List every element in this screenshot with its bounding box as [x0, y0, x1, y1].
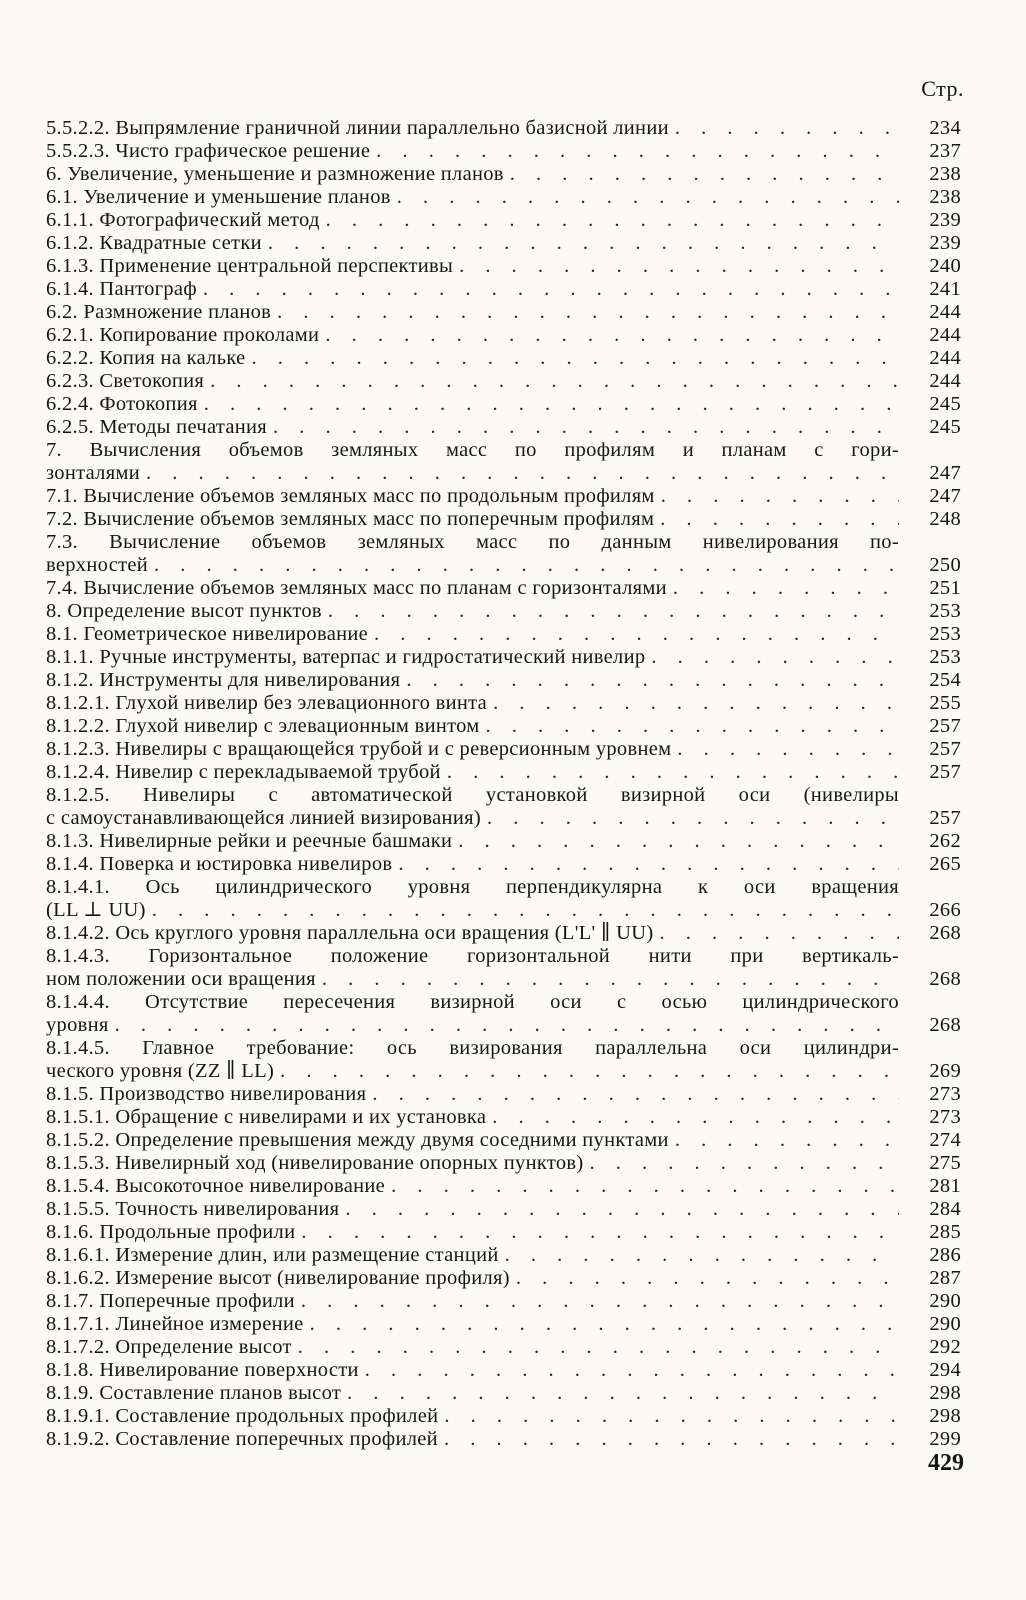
- toc-entry-title-line: 7.1. Вычисление объемов земляных масс по продольным профилям: [46, 485, 655, 507]
- dot-leader: [268, 232, 899, 255]
- dot-leader: [406, 669, 899, 692]
- table-of-contents: [46, 117, 961, 1451]
- toc-entry-page: 240: [929, 255, 961, 277]
- toc-entry-title: [46, 876, 899, 922]
- dot-leader: [372, 1083, 899, 1106]
- toc-entry-title: [46, 669, 899, 692]
- dot-leader: [345, 1198, 899, 1221]
- toc-entry-title-line: 7.4. Вычисление объемов земляных масс по планам с горизонталями: [46, 577, 667, 599]
- toc-entry-page: 262: [929, 830, 961, 852]
- toc-entry-page: 251: [929, 577, 961, 599]
- dot-leader: [444, 1405, 899, 1428]
- toc-entry-title-line: 8.1.4.3. Горизонтальное положение горизонтальной нити при вертикаль-: [46, 945, 899, 967]
- toc-entry-page: 255: [929, 692, 961, 714]
- toc-entry-page: 273: [929, 1083, 961, 1105]
- toc-entry: [46, 853, 961, 876]
- toc-entry-title-line: 7.2. Вычисление объемов земляных масс по поперечным профилям: [46, 508, 655, 530]
- toc-entry-page: 269: [929, 1060, 961, 1082]
- toc-entry: [46, 1290, 961, 1313]
- toc-entry: [46, 1175, 961, 1198]
- toc-entry-page: 241: [929, 278, 961, 300]
- dot-leader: [203, 278, 899, 301]
- toc-entry-title: [46, 1428, 899, 1451]
- toc-entry: [46, 738, 961, 761]
- page-column-header: Стр.: [921, 76, 964, 101]
- dot-leader: [675, 117, 899, 140]
- dot-leader: [516, 1267, 899, 1290]
- toc-entry-page: 257: [929, 807, 961, 829]
- toc-entry-title: [46, 577, 899, 600]
- dot-leader: [376, 140, 899, 163]
- toc-entry-title: [46, 646, 899, 669]
- toc-entry-page: 244: [929, 301, 961, 323]
- toc-entry: [46, 531, 961, 577]
- toc-entry-title-line: 8.1.7. Поперечные профили: [46, 1290, 295, 1312]
- toc-entry-page: 247: [929, 462, 961, 484]
- toc-entry: [46, 232, 961, 255]
- toc-entry-page: 299: [929, 1428, 961, 1450]
- toc-entry: [46, 646, 961, 669]
- toc-entry-title-line: 8.1.5.1. Обращение с нивелирами и их установка: [46, 1106, 487, 1128]
- toc-entry-title: [46, 393, 899, 416]
- dot-leader: [301, 1290, 899, 1313]
- toc-entry-title-line: 8.1.4.1. Ось цилиндрического уровня перпендикулярна к оси вращения: [46, 876, 899, 898]
- dot-leader: [458, 830, 899, 853]
- toc-entry-title-line: уровня: [46, 1014, 109, 1036]
- toc-entry-title: [46, 600, 899, 623]
- toc-entry-title-line: 6.2.2. Копия на кальке: [46, 347, 246, 369]
- dot-leader: [152, 899, 899, 922]
- toc-entry-title-line: 6. Увеличение, уменьшение и размножение планов: [46, 163, 504, 185]
- toc-entry-page: 237: [929, 140, 961, 162]
- toc-entry-page: 281: [929, 1175, 961, 1197]
- toc-entry-page: 247: [929, 485, 961, 507]
- toc-entry-title: [46, 301, 899, 324]
- toc-entry-title-line: 7. Вычисления объемов земляных масс по профилям и планам с гори-: [46, 439, 899, 461]
- toc-entry-title-line: 8.1.6. Продольные профили: [46, 1221, 296, 1243]
- toc-entry: [46, 830, 961, 853]
- toc-entry-title-line: 8.1.9.1. Составление продольных профилей: [46, 1405, 439, 1427]
- dot-leader: [673, 577, 899, 600]
- toc-entry-title: [46, 1221, 899, 1244]
- toc-entry-page: 294: [929, 1359, 961, 1381]
- toc-entry-title: [46, 1267, 899, 1290]
- toc-entry-page: 239: [929, 232, 961, 254]
- toc-entry-page: 287: [929, 1267, 961, 1289]
- toc-entry: [46, 1313, 961, 1336]
- toc-entry-title: [46, 1175, 899, 1198]
- toc-entry-title-line: 8.1.2.1. Глухой нивелир без элевационного винта: [46, 692, 488, 714]
- toc-entry-title-line: верхностей: [46, 554, 149, 576]
- toc-entry-title-line: 8.1.2.3. Нивелиры с вращающейся трубой и с реверсионным уровнем: [46, 738, 672, 760]
- toc-entry-title-line: 6.1.2. Квадратные сетки: [46, 232, 262, 254]
- toc-entry: [46, 393, 961, 416]
- toc-entry-page: 238: [929, 163, 961, 185]
- toc-entry-page: 275: [929, 1152, 961, 1174]
- toc-entry-title: [46, 922, 899, 945]
- toc-entry: [46, 784, 961, 830]
- toc-entry-page: 286: [929, 1244, 961, 1266]
- toc-entry: [46, 370, 961, 393]
- dot-leader: [277, 301, 899, 324]
- toc-entry-title: [46, 1313, 899, 1336]
- toc-entry: [46, 600, 961, 623]
- toc-entry-title: [46, 1405, 899, 1428]
- dot-leader: [325, 324, 899, 347]
- toc-entry-page: 268: [929, 968, 961, 990]
- dot-leader: [675, 1129, 899, 1152]
- toc-entry: [46, 945, 961, 991]
- dot-leader: [493, 692, 899, 715]
- toc-entry-title: [46, 416, 899, 439]
- toc-entry-title: [46, 186, 899, 209]
- dot-leader: [487, 807, 899, 830]
- toc-entry-page: 298: [929, 1382, 961, 1404]
- toc-entry-title: [46, 209, 899, 232]
- toc-entry-title-line: ном положении оси вращения: [46, 968, 316, 990]
- toc-entry-title: [46, 623, 899, 646]
- toc-entry: [46, 922, 961, 945]
- dot-leader: [447, 761, 899, 784]
- toc-entry-page: 234: [929, 117, 961, 139]
- toc-entry-title-line: 8.1.4. Поверка и юстировка нивелиров: [46, 853, 393, 875]
- dot-leader: [661, 485, 899, 508]
- toc-entry-page: 284: [929, 1198, 961, 1220]
- toc-entry-title-line: 6.1. Увеличение и уменьшение планов: [46, 186, 391, 208]
- toc-entry-page: 257: [929, 761, 961, 783]
- toc-entry-title-line: 8.1.9.2. Составление поперечных профилей: [46, 1428, 438, 1450]
- toc-entry: [46, 1221, 961, 1244]
- toc-entry: [46, 347, 961, 370]
- toc-entry-title: [46, 853, 899, 876]
- toc-entry-title: [46, 117, 899, 140]
- dot-leader: [252, 347, 900, 370]
- dot-leader: [510, 163, 899, 186]
- toc-entry-title: [46, 485, 899, 508]
- toc-entry-title-line: 8.1.5.2. Определение превышения между двумя соседними пунктами: [46, 1129, 669, 1151]
- toc-entry-title-line: 5.5.2.3. Чисто графическое решение: [46, 140, 371, 162]
- toc-entry-page: 244: [929, 324, 961, 346]
- toc-entry-title-line: зонталями: [46, 462, 140, 484]
- toc-entry-title-line: 8.1.5.5. Точность нивелирования: [46, 1198, 340, 1220]
- toc-entry-title-line: 8.1.6.2. Измерение высот (нивелирование профиля): [46, 1267, 510, 1289]
- toc-entry: [46, 439, 961, 485]
- toc-entry-title: [46, 1106, 899, 1129]
- toc-entry: [46, 255, 961, 278]
- toc-entry: [46, 623, 961, 646]
- toc-entry-title: [46, 761, 899, 784]
- toc-entry-page: 268: [929, 1014, 961, 1036]
- toc-entry-title-line: 6.1.1. Фотографический метод: [46, 209, 320, 231]
- dot-leader: [310, 1313, 899, 1336]
- dot-leader: [397, 186, 899, 209]
- toc-entry: [46, 1037, 961, 1083]
- dot-leader: [210, 370, 899, 393]
- toc-entry: [46, 163, 961, 186]
- toc-entry: [46, 1152, 961, 1175]
- dot-leader: [444, 1428, 899, 1451]
- toc-entry: [46, 1198, 961, 1221]
- toc-entry-page: 265: [929, 853, 961, 875]
- toc-entry-title: [46, 508, 899, 531]
- toc-entry: [46, 577, 961, 600]
- toc-entry-title: [46, 692, 899, 715]
- dot-leader: [398, 853, 899, 876]
- toc-entry-page: 244: [929, 347, 961, 369]
- toc-entry: [46, 1405, 961, 1428]
- toc-entry: [46, 416, 961, 439]
- dot-leader: [391, 1175, 899, 1198]
- toc-entry-title: [46, 1037, 899, 1083]
- toc-entry-title: [46, 1083, 899, 1106]
- toc-entry-title: [46, 439, 899, 485]
- dot-leader: [204, 393, 899, 416]
- toc-entry-page: 285: [929, 1221, 961, 1243]
- toc-entry-title: [46, 347, 899, 370]
- toc-entry-title-line: 8.1.5.3. Нивелирный ход (нивелирование опорных пунктов): [46, 1152, 584, 1174]
- toc-entry-page: 254: [929, 669, 961, 691]
- toc-entry-page: 290: [929, 1290, 961, 1312]
- toc-entry-title-line: 8.1.2.4. Нивелир с перекладываемой трубой: [46, 761, 441, 783]
- dot-leader: [677, 738, 899, 761]
- toc-entry: [46, 715, 961, 738]
- toc-entry-title: [46, 784, 899, 830]
- toc-entry-title-line: 8.1.8. Нивелирование поверхности: [46, 1359, 359, 1381]
- toc-entry-title: [46, 140, 899, 163]
- toc-entry-page: 239: [929, 209, 961, 231]
- toc-entry-page: 250: [929, 554, 961, 576]
- toc-entry: [46, 1129, 961, 1152]
- toc-entry: [46, 508, 961, 531]
- toc-entry-title: [46, 738, 899, 761]
- toc-entry-page: 266: [929, 899, 961, 921]
- toc-entry: [46, 761, 961, 784]
- toc-entry-title-line: 5.5.2.2. Выпрямление граничной линии параллельно базисной линии: [46, 117, 669, 139]
- toc-entry-title: [46, 370, 899, 393]
- toc-entry-title: [46, 1359, 899, 1382]
- toc-entry-title-line: 6.2.5. Методы печатания: [46, 416, 267, 438]
- toc-entry-title-line: 8.1.2.5. Нивелиры с автоматической установкой визирной оси (нивелиры: [46, 784, 899, 806]
- dot-leader: [273, 416, 899, 439]
- toc-entry: [46, 324, 961, 347]
- toc-entry: [46, 991, 961, 1037]
- dot-leader: [146, 462, 899, 485]
- toc-entry: [46, 1244, 961, 1267]
- dot-leader: [322, 968, 899, 991]
- dot-leader: [301, 1221, 899, 1244]
- toc-entry-title: [46, 1152, 899, 1175]
- toc-entry-title: [46, 1198, 899, 1221]
- toc-entry-title-line: 8.1.4.2. Ось круглого уровня параллельна оси вращения (L'L' ∥ UU): [46, 922, 654, 944]
- dot-leader: [651, 646, 899, 669]
- toc-entry: [46, 301, 961, 324]
- toc-entry-title-line: 6.1.4. Пантограф: [46, 278, 197, 300]
- toc-entry: [46, 692, 961, 715]
- toc-entry-title-line: 6.2.1. Копирование проколами: [46, 324, 320, 346]
- toc-entry: [46, 1336, 961, 1359]
- toc-entry-title: [46, 255, 899, 278]
- toc-entry-title: [46, 531, 899, 577]
- dot-leader: [280, 1060, 899, 1083]
- toc-entry: [46, 1267, 961, 1290]
- toc-entry-page: 273: [929, 1106, 961, 1128]
- dot-leader: [459, 255, 899, 278]
- toc-entry-title-line: 8.1.3. Нивелирные рейки и реечные башмаки: [46, 830, 453, 852]
- toc-entry-page: 298: [929, 1405, 961, 1427]
- toc-entry: [46, 117, 961, 140]
- toc-entry-page: 244: [929, 370, 961, 392]
- toc-entry-page: 245: [929, 393, 961, 415]
- dot-leader: [374, 623, 899, 646]
- toc-entry-title-line: 6.2. Размножение планов: [46, 301, 272, 323]
- toc-entry-title: [46, 1336, 899, 1359]
- dot-leader: [486, 715, 899, 738]
- toc-entry-title-line: 8.1.7.2. Определение высот: [46, 1336, 292, 1358]
- toc-entry-page: 253: [929, 646, 961, 668]
- toc-entry-title-line: с самоустанавливающейся линией визирования): [46, 807, 481, 829]
- dot-leader: [492, 1106, 899, 1129]
- toc-entry-title: [46, 945, 899, 991]
- toc-entry: [46, 1382, 961, 1405]
- dot-leader: [347, 1382, 899, 1405]
- toc-entry: [46, 1083, 961, 1106]
- toc-entry-title-line: 8.1.4.4. Отсутствие пересечения визирной оси с осью цилиндрического: [46, 991, 899, 1013]
- toc-entry-title-line: 8.1.5.4. Высокоточное нивелирование: [46, 1175, 386, 1197]
- toc-entry: [46, 140, 961, 163]
- toc-entry-page: 238: [929, 186, 961, 208]
- toc-entry-page: 245: [929, 416, 961, 438]
- toc-entry-page: 253: [929, 600, 961, 622]
- toc-entry-title-line: 8.1.1. Ручные инструменты, ватерпас и гидростатический нивелир: [46, 646, 646, 668]
- toc-entry-page: 290: [929, 1313, 961, 1335]
- toc-entry-title-line: 8.1.6.1. Измерение длин, или размещение станций: [46, 1244, 499, 1266]
- toc-entry-title: [46, 715, 899, 738]
- toc-entry-title-line: 8.1.4.5. Главное требование: ось визирования параллельна оси цилиндри-: [46, 1037, 899, 1059]
- toc-entry-title-line: 8.1.9. Составление планов высот: [46, 1382, 342, 1404]
- toc-entry-page: 253: [929, 623, 961, 645]
- toc-entry-title: [46, 1290, 899, 1313]
- dot-leader: [115, 1014, 899, 1037]
- dot-leader: [659, 922, 899, 945]
- dot-leader: [154, 554, 899, 577]
- dot-leader: [365, 1359, 899, 1382]
- toc-entry-title-line: (LL ⊥ UU): [46, 899, 146, 921]
- toc-entry-page: 257: [929, 715, 961, 737]
- toc-entry-title: [46, 830, 899, 853]
- toc-entry: [46, 278, 961, 301]
- toc-entry: [46, 485, 961, 508]
- toc-entry-title: [46, 278, 899, 301]
- toc-entry-page: 248: [929, 508, 961, 530]
- toc-entry-title: [46, 1129, 899, 1152]
- toc-entry-title-line: ческого уровня (ZZ ∥ LL): [46, 1060, 275, 1082]
- toc-entry-title-line: 6.2.4. Фотокопия: [46, 393, 198, 415]
- toc-entry-title-line: 8. Определение высот пунктов: [46, 600, 322, 622]
- toc-entry-title: [46, 1382, 899, 1405]
- toc-entry-title: [46, 232, 899, 255]
- toc-entry-title-line: 6.2.3. Светокопия: [46, 370, 205, 392]
- toc-entry-title-line: 8.1.7.1. Линейное измерение: [46, 1313, 304, 1335]
- toc-entry: [46, 1359, 961, 1382]
- page-number: 429: [928, 1450, 964, 1476]
- toc-entry: [46, 1428, 961, 1451]
- toc-entry-title-line: 8.1.5. Производство нивелирования: [46, 1083, 367, 1105]
- toc-entry: [46, 209, 961, 232]
- toc-entry-title-line: 8.1.2. Инструменты для нивелирования: [46, 669, 401, 691]
- toc-entry-title-line: 8.1.2.2. Глухой нивелир с элевационным винтом: [46, 715, 480, 737]
- toc-entry: [46, 876, 961, 922]
- dot-leader: [328, 600, 899, 623]
- toc-entry-page: 268: [929, 922, 961, 944]
- toc-entry-title-line: 8.1. Геометрическое нивелирование: [46, 623, 369, 645]
- toc-entry: [46, 186, 961, 209]
- toc-entry: [46, 669, 961, 692]
- dot-leader: [326, 209, 899, 232]
- toc-entry-title: [46, 324, 899, 347]
- toc-entry-page: 274: [929, 1129, 961, 1151]
- toc-entry-title: [46, 1244, 899, 1267]
- dot-leader: [660, 508, 899, 531]
- toc-entry-page: 257: [929, 738, 961, 760]
- dot-leader: [298, 1336, 899, 1359]
- toc-entry-title: [46, 163, 899, 186]
- toc-entry-title-line: 7.3. Вычисление объемов земляных масс по данным нивелирования по-: [46, 531, 899, 553]
- toc-entry-title: [46, 991, 899, 1037]
- dot-leader: [505, 1244, 899, 1267]
- toc-entry-title-line: 6.1.3. Применение центральной перспективы: [46, 255, 454, 277]
- toc-entry: [46, 1106, 961, 1129]
- toc-entry-page: 292: [929, 1336, 961, 1358]
- dot-leader: [590, 1152, 900, 1175]
